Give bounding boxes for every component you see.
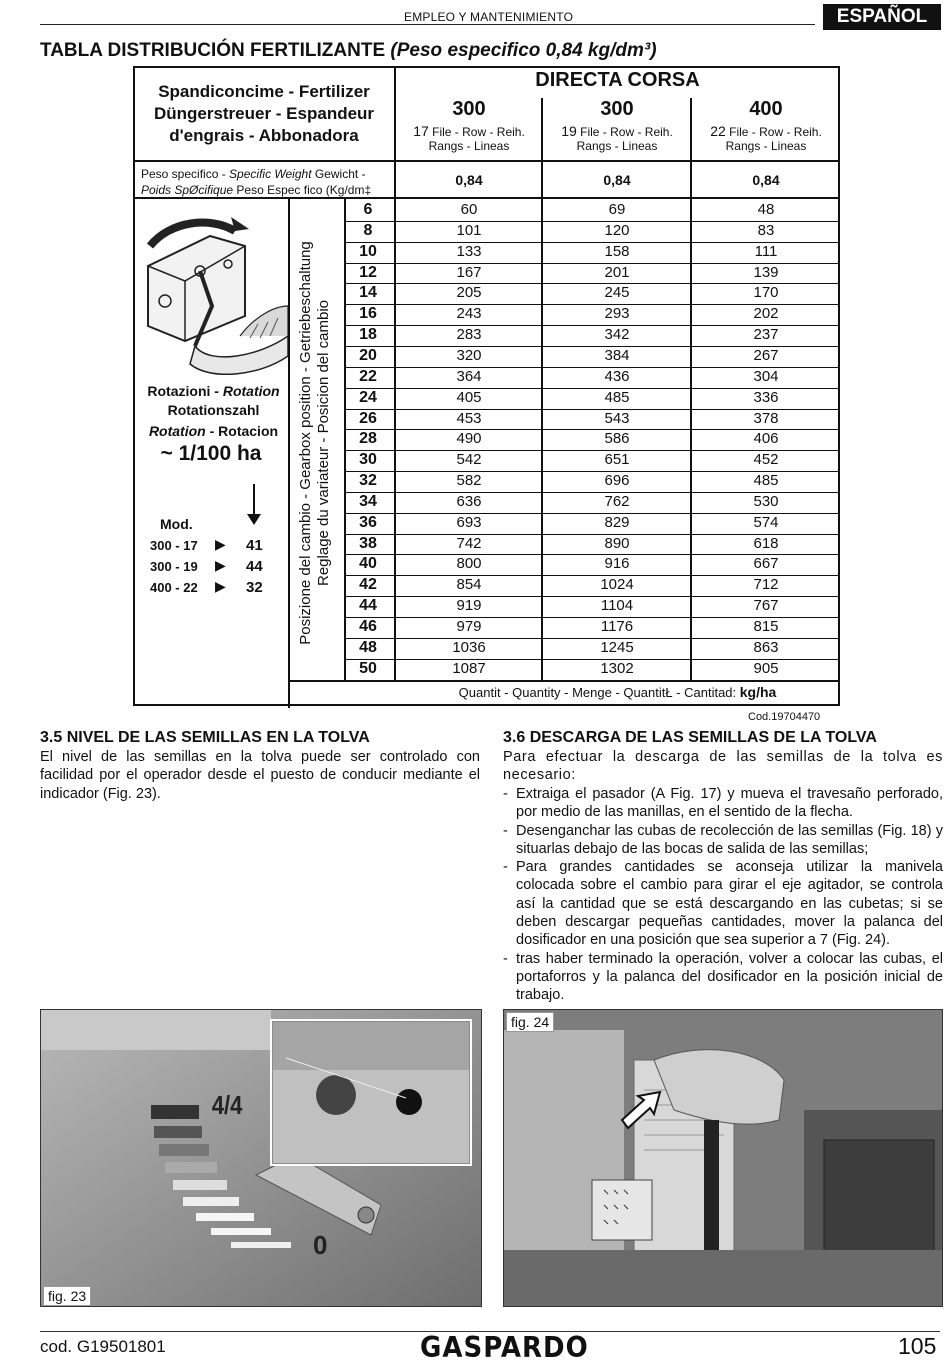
figure-24-label: fig. 24 — [506, 1012, 554, 1032]
table-cell: 342 — [604, 326, 630, 343]
table-cell: 693 — [456, 514, 482, 531]
table-cell: 542 — [456, 451, 482, 468]
table-cell: 574 — [753, 514, 779, 531]
table-title-main: TABLA DISTRIBUCIÓN FERTILIZANTE — [40, 40, 386, 61]
gear-position: 16 — [359, 305, 377, 322]
model-row-value: 41 — [246, 537, 263, 554]
table-cell: 405 — [456, 389, 482, 406]
down-arrow-icon-head — [247, 514, 261, 525]
gear-position: 40 — [359, 555, 377, 572]
table-cell: 712 — [753, 576, 779, 593]
section-3-6-steps — [503, 785, 943, 1005]
machine-name-line-1: Spandiconcime - Fertilizer — [158, 82, 370, 101]
table-cell: 530 — [753, 493, 779, 510]
section-name: EMPLEO Y MANTENIMIENTO — [404, 10, 574, 24]
column-header-2 — [543, 98, 691, 153]
triangle-pointer-icon: ▶ — [215, 536, 226, 552]
model-group-title: DIRECTA CORSA — [535, 69, 700, 91]
table-cell: 742 — [456, 535, 482, 552]
gearbox-label-line-1: Posizione del cambio - Gearbox position - Getriebeschaltung — [297, 240, 314, 645]
table-cell: 1245 — [600, 639, 634, 656]
table-cell: 582 — [456, 472, 482, 489]
brand-logo: GASPARDO — [420, 1331, 589, 1365]
model-row-name: 300 - 17 — [150, 538, 198, 553]
rotation-label-part: Rotazioni - — [147, 383, 223, 399]
table-cell: 979 — [456, 618, 482, 635]
table-cell: 863 — [753, 639, 779, 656]
table-cell: 293 — [604, 305, 630, 322]
gear-position: 48 — [359, 639, 377, 656]
column-rows-count: 17 — [413, 123, 429, 139]
gear-position: 28 — [359, 430, 377, 447]
table-cell: 829 — [604, 514, 630, 531]
rotation-label-part: Rotation - — [148, 423, 219, 439]
table-cell: 283 — [456, 326, 482, 343]
gear-position: 42 — [359, 576, 377, 593]
table-cell: 69 — [608, 201, 626, 218]
table-cell: 485 — [753, 472, 779, 489]
table-cell: 111 — [754, 243, 778, 260]
header-rule — [40, 24, 815, 25]
section-3-5-text: El nivel de las semillas en la tolva puede ser controlado con facilidad por el operador desde el puesto de conducir mediante el indicador (Fig. 23). — [40, 749, 480, 802]
table-cell: 636 — [456, 493, 482, 510]
table-code: Cod.19704470 — [748, 711, 821, 723]
dosing-lever-photo — [504, 1010, 943, 1307]
table-cell: 762 — [604, 493, 630, 510]
gear-position: 8 — [363, 222, 373, 239]
level-min-mark: 0 — [313, 1230, 328, 1260]
weight-label-part: Specific Weight — [229, 167, 312, 181]
table-cell: 890 — [604, 535, 630, 552]
table-cell: 696 — [604, 472, 630, 489]
down-arrow-icon — [253, 484, 255, 516]
table-cell: 1024 — [600, 576, 634, 593]
table-cell: 158 — [604, 243, 630, 260]
table-cell: 205 — [456, 284, 482, 301]
table-cell: 237 — [753, 326, 779, 343]
gear-position: 18 — [359, 326, 377, 343]
gearbox-label-line-2: Reglage du variateur - Posicion del cambio — [315, 299, 332, 586]
gear-position: 50 — [359, 660, 377, 677]
table-title — [40, 40, 657, 62]
column-rows-count: 19 — [561, 123, 577, 139]
table-cell: 170 — [753, 284, 779, 301]
table-machine-header — [133, 66, 395, 162]
table-title-specific-weight: (Peso especifico 0,84 kg/dm³) — [390, 40, 657, 61]
table-cell: 267 — [753, 347, 779, 364]
level-max-mark: 4/4 — [211, 1090, 243, 1120]
table-cell: 245 — [604, 284, 630, 301]
weight-value: 0,84 — [752, 172, 780, 188]
quantity-unit-label — [395, 684, 840, 700]
figure-23-photo — [40, 1009, 482, 1307]
table-cell: 320 — [456, 347, 482, 364]
table-cell: 436 — [604, 368, 630, 385]
gear-position: 46 — [359, 618, 377, 635]
model-row-value: 32 — [246, 579, 263, 596]
table-cell: 202 — [753, 305, 779, 322]
table-cell: 854 — [456, 576, 482, 593]
table-cell: 384 — [604, 347, 630, 364]
column-rows-label: File - Row - Reih. — [432, 125, 525, 139]
gearbox-crank-illustration — [140, 206, 288, 376]
column-rows-label: File - Row - Reih. — [729, 125, 822, 139]
section-3-6-title: 3.6 DESCARGA DE LAS SEMILLAS DE LA TOLVA — [503, 729, 877, 746]
list-item: - tras haber terminado la operación, volver a colocar las cubas, el portaforros y la palanca del dosificador en la posición inicial de trabajo. — [503, 950, 943, 1005]
model-row-name: 300 - 19 — [150, 559, 198, 574]
table-cell: 1104 — [600, 597, 634, 614]
language-badge: ESPAÑOL — [823, 4, 941, 30]
list-item: - Extraiga el pasador (A Fig. 17) y mueva el travesaño perforado, por medio de las manillas, en el sentido de la flecha. — [503, 785, 943, 822]
gear-position: 38 — [359, 535, 377, 552]
table-cell: 48 — [757, 201, 775, 218]
weight-value: 0,84 — [603, 172, 631, 188]
machine-name-line-3: d'engrais - Abbonadora — [169, 126, 359, 145]
table-cell: 667 — [753, 555, 779, 572]
table-cell: 120 — [604, 222, 630, 239]
gearbox-position-label — [290, 205, 340, 680]
gear-position: 20 — [359, 347, 377, 364]
triangle-pointer-icon: ▶ — [215, 578, 226, 594]
table-cell: 406 — [753, 430, 779, 447]
figure-23-label: fig. 23 — [43, 1286, 91, 1306]
quantity-unit: kg/ha — [739, 684, 777, 700]
gear-position: 44 — [359, 597, 377, 614]
triangle-pointer-icon: ▶ — [215, 557, 226, 573]
table-cell: 618 — [753, 535, 779, 552]
table-cell: 919 — [456, 597, 482, 614]
table-cell: 452 — [753, 451, 779, 468]
gear-position: 14 — [359, 284, 377, 301]
column-header-1 — [395, 98, 543, 153]
gear-position: 10 — [359, 243, 377, 260]
table-cell: 490 — [456, 430, 482, 447]
table-cell: 485 — [604, 389, 630, 406]
table-cell: 167 — [456, 264, 482, 281]
rotation-label-part: Rotationszahl — [167, 402, 260, 418]
column-rows-label-2: Rangs - Lineas — [576, 139, 658, 153]
table-cell: 304 — [753, 368, 779, 385]
table-cell: 815 — [753, 618, 779, 635]
weight-label-part: Poids SpØcifique — [141, 183, 234, 197]
table-cell: 83 — [757, 222, 775, 239]
gear-position: 24 — [359, 389, 377, 406]
gear-position: 30 — [359, 451, 377, 468]
figure-24-photo — [503, 1009, 943, 1307]
gear-position: 36 — [359, 514, 377, 531]
column-rows-label: File - Row - Reih. — [580, 125, 673, 139]
table-cell: 139 — [753, 264, 779, 281]
gear-position: 12 — [359, 264, 377, 281]
table-cell: 60 — [460, 201, 478, 218]
grid-line — [288, 680, 840, 682]
table-cell: 1087 — [452, 660, 486, 677]
column-model: 400 — [749, 98, 783, 120]
table-cell: 364 — [456, 368, 482, 385]
gear-position: 6 — [363, 201, 373, 218]
table-cell: 767 — [753, 597, 779, 614]
table-cell: 543 — [604, 410, 630, 427]
model-list-title: Mod. — [160, 516, 193, 532]
column-model: 300 — [452, 98, 486, 120]
list-item: - Para grandes cantidades se aconseja utilizar la manivela colocada sobre el cambio para girar el eje agitador, se controla así la cantidad que se está descargando en las cubetas; si se deben descargar pequeñas cantidades, mover la palanca del dosificador en una posición que sea superior a 7 (Fig. 24). — [503, 858, 943, 949]
rotation-label-part: Rotation — [222, 383, 280, 399]
table-cell: 378 — [753, 410, 779, 427]
grid-line — [133, 160, 840, 162]
table-cell: 905 — [753, 660, 779, 677]
seed-level-indicator-photo — [41, 1010, 482, 1307]
table-cell: 651 — [604, 451, 630, 468]
table-cell: 586 — [604, 430, 630, 447]
page-number: 105 — [898, 1333, 937, 1359]
specific-weight-label — [141, 166, 395, 198]
gear-position: 34 — [359, 493, 377, 510]
rotation-label-part: Rotacion — [218, 423, 279, 439]
table-cell: 800 — [456, 555, 482, 572]
table-cell: 453 — [456, 410, 482, 427]
table-cell: 1036 — [452, 639, 486, 656]
column-rows-label-2: Rangs - Lineas — [428, 139, 510, 153]
table-cell: 133 — [456, 243, 482, 260]
model-row-value: 44 — [246, 558, 263, 575]
weight-label-part: Peso specifico - — [141, 167, 230, 181]
rotation-label — [141, 382, 286, 441]
weight-value: 0,84 — [455, 172, 483, 188]
table-cell: 201 — [604, 264, 630, 281]
table-cell: 916 — [604, 555, 630, 572]
model-row-name: 400 - 22 — [150, 580, 198, 595]
machine-name-line-2: Düngerstreuer - Espandeur — [153, 104, 375, 123]
column-header-3 — [692, 98, 840, 153]
section-3-5-title: 3.5 NIVEL DE LAS SEMILLAS EN LA TOLVA — [40, 729, 370, 746]
table-cell: 1176 — [600, 618, 634, 635]
column-rows-label-2: Rangs - Lineas — [725, 139, 807, 153]
column-model: 300 — [600, 98, 634, 120]
weight-label-part: Peso Espec fico (Kg/dm‡ — [233, 183, 372, 197]
table-cell: 1302 — [600, 660, 634, 677]
gear-position: 26 — [359, 410, 377, 427]
gear-position: 22 — [359, 368, 377, 385]
column-rows-count: 22 — [710, 123, 726, 139]
per-hectare-label: ~ 1/100 ha — [160, 442, 262, 465]
document-code: cod. G19501801 — [40, 1337, 166, 1356]
table-cell: 243 — [456, 305, 482, 322]
list-item: - Desenganchar las cubas de recolección de las semillas (Fig. 18) y situarlas debajo de las bocas de salida de las semillas; — [503, 822, 943, 859]
quantity-label-text: Quantit - Quantity - Menge - QuantitŁ - Cantitad: — [458, 685, 740, 700]
table-cell: 101 — [456, 222, 482, 239]
weight-label-part: Gewicht - — [311, 167, 366, 181]
table-cell: 336 — [753, 389, 779, 406]
section-3-6-intro: Para efectuar la descarga de las semillas de la tolva es necesario: — [503, 749, 943, 784]
gear-position: 32 — [359, 472, 377, 489]
